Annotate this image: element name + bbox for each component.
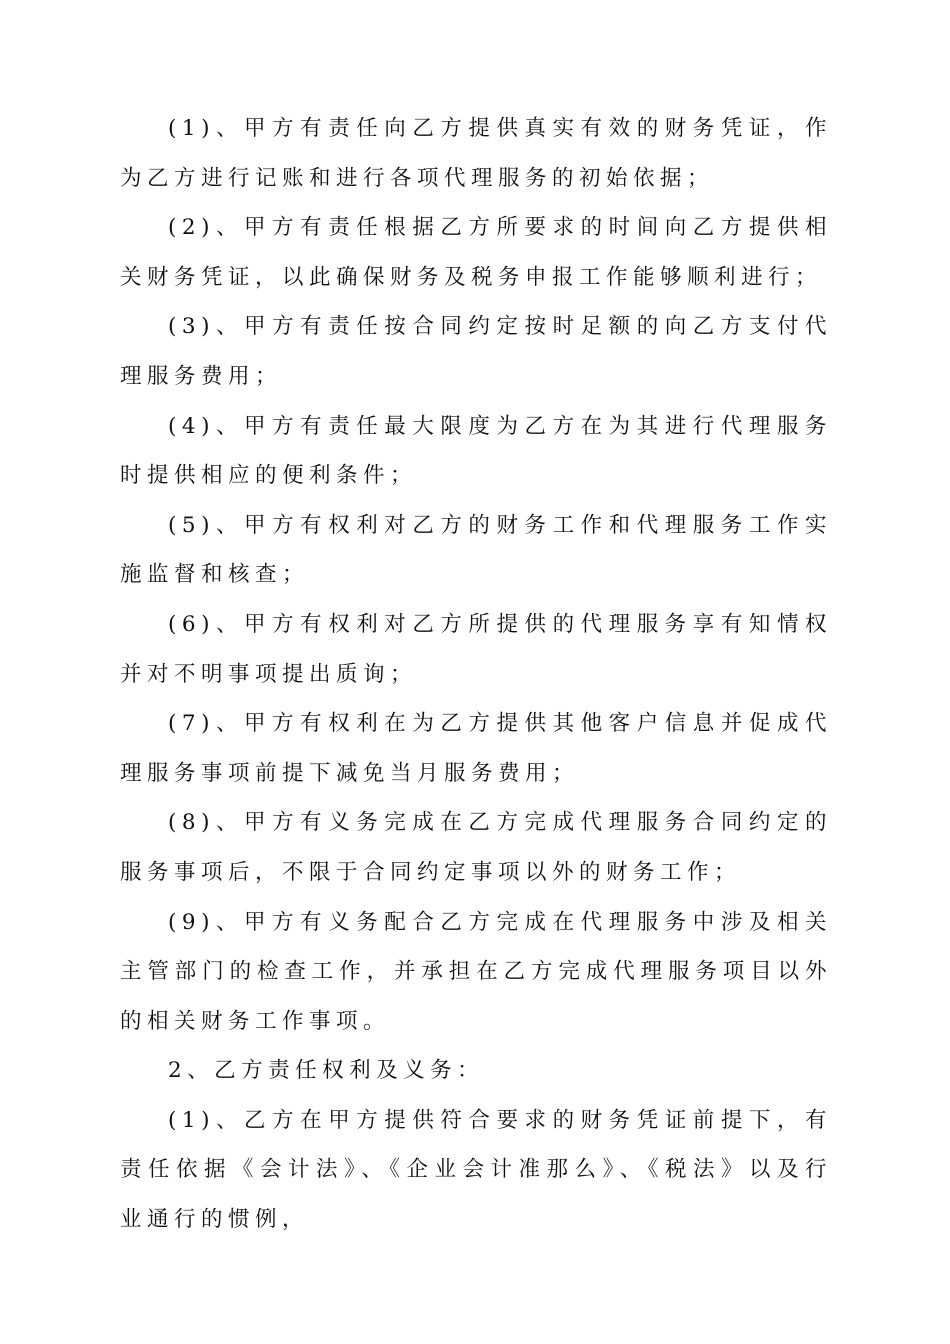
section-heading-party-b: 2、乙方责任权利及义务：	[168, 1058, 485, 1084]
paragraph-7: (7)、甲方有权利在为乙方提供其他客户信息并促成代理服务事项前提下减免当月服务费用；	[120, 711, 832, 786]
paragraph-8: (8)、甲方有义务完成在乙方完成代理服务合同约定的服务事项后，不限于合同约定事项以外的财务工作；	[120, 810, 832, 885]
paragraph-5: (5)、甲方有权利对乙方的财务工作和代理服务工作实施监督和核查；	[120, 512, 832, 588]
paragraph-1: (1)、甲方有责任向乙方提供真实有效的财务凭证，作为乙方进行记账和进行各项代理服务的初始依据；	[120, 116, 832, 191]
paragraph-3: (3)、甲方有责任按合同约定按时足额的向乙方支付代理服务费用；	[120, 314, 832, 389]
paragraph-2: (2)、甲方有责任根据乙方所要求的时间向乙方提供相关财务凭证，以此确保财务及税务申报工作能够顺利进行；	[120, 215, 832, 290]
paragraph-4: (4)、甲方有责任最大限度为乙方在为其进行代理服务时提供相应的便利条件；	[120, 413, 832, 489]
document-body	[120, 104, 832, 1245]
paragraph-9: (9)、甲方有义务配合乙方完成在代理服务中涉及相关主管部门的检查工作，并承担在乙方完成代理服务项目以外的相关财务工作事项。	[120, 909, 832, 1034]
paragraph-6: (6)、甲方有权利对乙方所提供的代理服务享有知情权并对不明事项提出质询；	[120, 611, 832, 687]
paragraph-b1: (1)、乙方在甲方提供符合要求的财务凭证前提下，有责任依据《会计法》、《企业会计准那么》、《税法》以及行业通行的惯例，	[120, 1107, 832, 1233]
